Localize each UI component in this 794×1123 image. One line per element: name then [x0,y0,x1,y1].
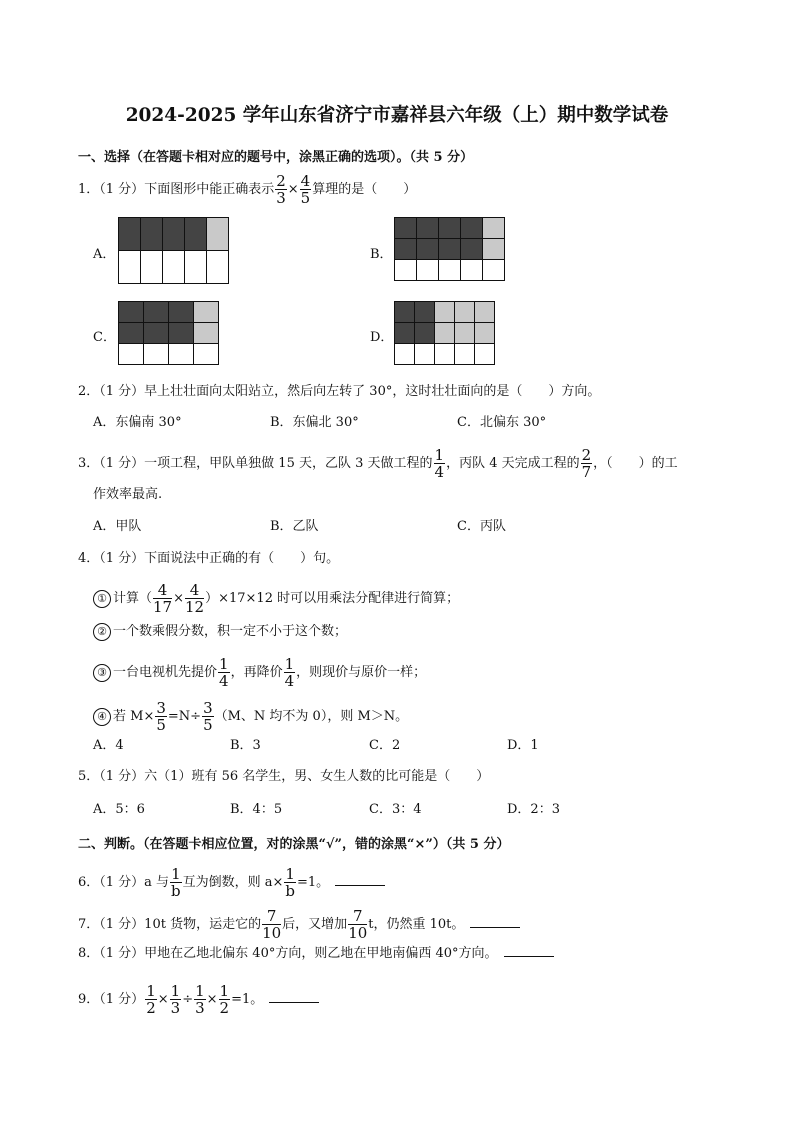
option-b-label: B． [370,247,393,262]
fraction: $\frac{2}{3}$ [276,172,286,207]
circled-number: ③ [93,664,111,682]
question-2: 2．（1 分）早上壮壮面向太阳站立，然后向左转了 30°，这时壮壮面向的是（ ）方向。 [78,384,601,399]
answer-blank[interactable] [269,990,319,1003]
fraction: $\frac{1}{2}$ [219,982,230,1017]
option-d-label: D． [370,330,394,345]
question-1 [78,173,416,206]
q3-text: 3．（1 分）一项工程，甲队单独做 15 天，乙队 3 天做工程的 [78,456,433,471]
q3-option-a: A．甲队 [93,519,142,534]
answer-blank[interactable] [504,944,554,957]
section-2-heading: 二、判断。（在答题卡相应位置，对的涂黑“√”，错的涂黑“×”）（共 5 分） [78,837,510,852]
circled-number: ① [93,590,111,608]
q4-option-c: C．2 [369,738,401,753]
q3-text: ，丙队 4 天完成工程的 [446,456,580,471]
question-3 [78,447,678,480]
q5-option-a: A．5：6 [93,802,145,817]
answer-blank[interactable] [470,915,520,928]
page-title: 2024-2025 学年山东省济宁市嘉祥县六年级（上）期中数学试卷 [125,105,669,126]
option-c-label: C． [93,330,116,345]
q1-text-end: 算理的是（ ） [312,182,417,197]
question-8: 8．（1 分）甲地在乙地北偏东 40°方向，则乙地在甲地南偏西 40°方向。 [78,944,554,964]
fraction: $\frac{4}{17}$ [153,581,173,616]
figure-d [394,301,495,365]
q3-text: ，（ ）的工 [593,456,678,471]
q5-option-c: C．3：4 [369,802,422,817]
q1-score: （1 分） [99,182,145,197]
figure-c [118,301,219,365]
circled-number: ② [93,623,111,641]
q4-statement-4: ④ 若 M× $\frac{3}{5}$ =N÷ $\frac{3}{5}$ （M、N 均不为 0），则 M＞N。 [93,700,408,733]
figure-b [394,217,505,281]
figure-a [118,217,229,284]
question-4: 4．（1 分）下面说法中正确的有（ ）句。 [78,551,340,566]
circled-number: ④ [93,708,111,726]
times-sign: × [287,182,299,197]
fraction: $\frac{1}{4}$ [434,446,445,481]
q3-line2: 作效率最高. [93,487,163,502]
question-6: 6．（1 分）a 与 $\frac{1}{b}$ 互为倒数，则 a× $\frac{1}{b}$ =1。 [78,866,385,899]
option-a-label: A． [93,247,116,262]
fraction: $\frac{7}{10}$ [348,907,368,942]
fraction: $\frac{1}{4}$ [284,655,295,690]
fraction: $\frac{1}{3}$ [195,982,205,1017]
fraction: $\frac{1}{2}$ [146,982,156,1017]
answer-blank[interactable] [335,873,385,886]
q3-option-c: C．丙队 [457,519,506,534]
q4-option-d: D．1 [507,738,539,753]
q1-number: 1． [78,182,100,197]
fraction: $\frac{7}{10}$ [262,907,282,942]
fraction: $\frac{4}{12}$ [185,581,205,616]
fraction: $\frac{1}{b}$ [285,865,295,900]
q2-option-a: A．东偏南 30° [93,415,182,430]
fraction: $\frac{2}{7}$ [581,446,592,481]
q4-option-a: A．4 [93,738,124,753]
fraction: $\frac{3}{5}$ [156,699,166,734]
question-9: 9．（1 分） $\frac{1}{2}$ × $\frac{1}{3}$ ÷ $\frac{1}{3}$ × $\frac{1}{2}$ =1。 [78,983,319,1016]
q1-text: 下面图形中能正确表示 [144,182,275,197]
fraction: $\frac{3}{5}$ [203,699,213,734]
q2-option-c: C．北偏东 30° [457,415,547,430]
q3-option-b: B．乙队 [270,519,319,534]
q2-option-b: B．东偏北 30° [270,415,359,430]
question-7: 7．（1 分）10t 货物，运走它的 $\frac{7}{10}$ 后，又增加 $\frac{7}{10}$ t，仍然重 10t。 [78,908,520,941]
q5-option-b: B．4：5 [230,802,283,817]
fraction: $\frac{1}{4}$ [219,655,229,690]
q4-statement-3: ③ 一台电视机先提价 $\frac{1}{4}$ ，再降价 $\frac{1}{4}$ ，则现价与原价一样； [93,656,426,689]
section-1-heading: 一、选择（在答题卡相对应的题号中，涂黑正确的选项）。（共 5 分） [78,150,474,165]
q4-statement-1: ① 计算（ $\frac{4}{17}$ × $\frac{4}{12}$ ）×17×12 时可以用乘法分配律进行简算； [93,582,459,615]
q4-statement-2: ② 一个数乘假分数，积一定不小于这个数； [93,622,347,642]
fraction: $\frac{1}{3}$ [170,982,181,1017]
q4-option-b: B．3 [230,738,261,753]
fraction: $\frac{1}{b}$ [171,865,181,900]
q5-option-d: D．2：3 [507,802,560,817]
fraction: $\frac{4}{5}$ [300,172,311,207]
question-5: 5．（1 分）六（1）班有 56 名学生，男、女生人数的比可能是（ ） [78,769,490,784]
